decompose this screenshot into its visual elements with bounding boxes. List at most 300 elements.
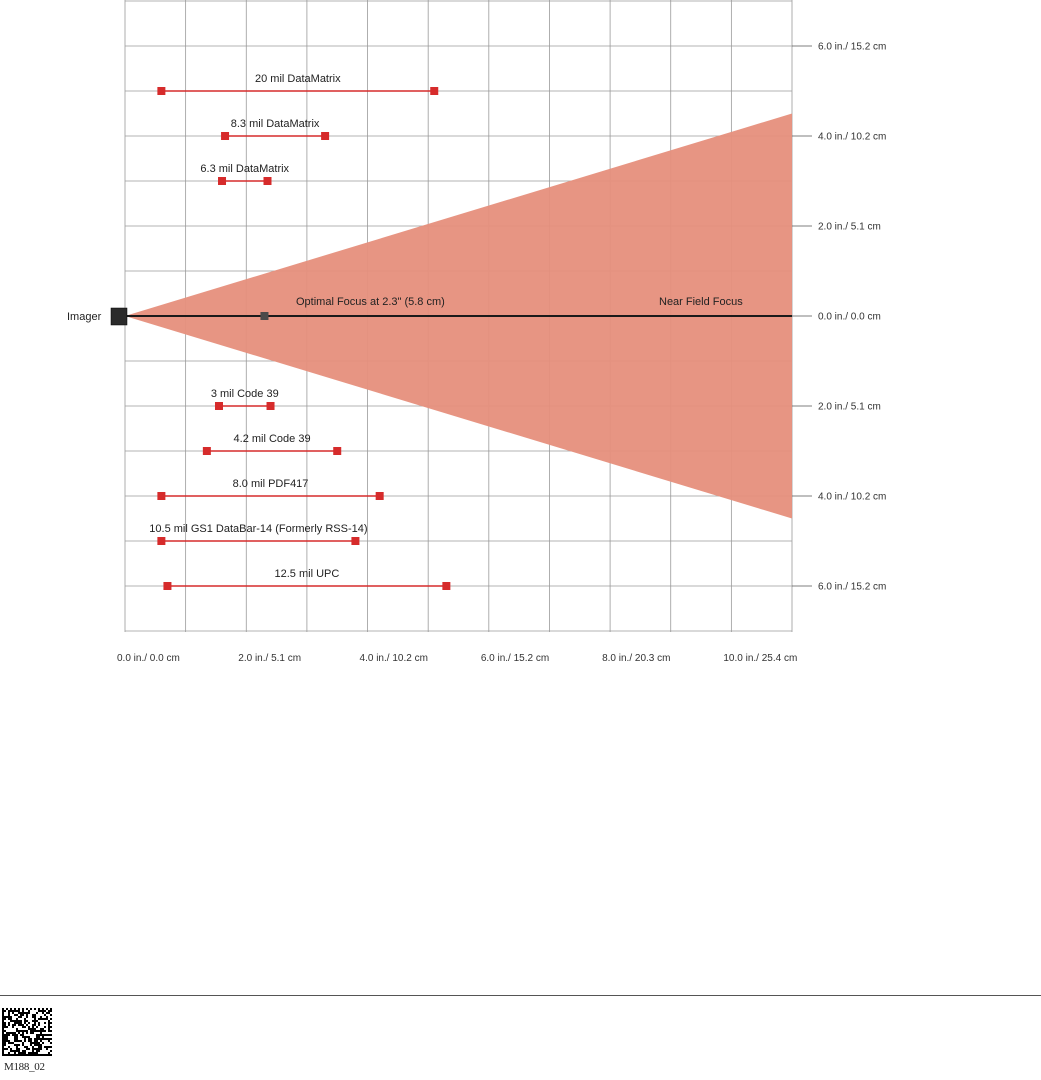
datamatrix-module bbox=[18, 1016, 20, 1018]
datamatrix-module bbox=[36, 1036, 38, 1038]
datamatrix-module bbox=[2, 1026, 4, 1028]
datamatrix-module bbox=[36, 1020, 38, 1022]
datamatrix-module bbox=[30, 1028, 32, 1030]
range-end-marker bbox=[267, 402, 275, 410]
x-tick-label: 6.0 in./ 15.2 cm bbox=[480, 653, 550, 664]
datamatrix-module bbox=[28, 1026, 30, 1028]
datamatrix-module bbox=[28, 1054, 30, 1056]
datamatrix-module bbox=[30, 1042, 32, 1044]
datamatrix-module bbox=[8, 1052, 10, 1054]
datamatrix-module bbox=[34, 1030, 36, 1032]
datamatrix-module bbox=[16, 1020, 18, 1022]
y-tick-label: 2.0 in./ 5.1 cm bbox=[818, 401, 881, 413]
datamatrix-module bbox=[8, 1040, 10, 1042]
datamatrix-module bbox=[18, 1022, 20, 1024]
datamatrix-module bbox=[50, 1054, 52, 1056]
datamatrix-module bbox=[22, 1032, 24, 1034]
datamatrix-module bbox=[16, 1028, 18, 1030]
datamatrix-module bbox=[20, 1024, 22, 1026]
datamatrix-module bbox=[18, 1048, 20, 1050]
datamatrix-module bbox=[2, 1014, 4, 1016]
datamatrix-module bbox=[34, 1020, 36, 1022]
datamatrix-module bbox=[26, 1012, 28, 1014]
datamatrix-module bbox=[18, 1020, 20, 1022]
datamatrix-module bbox=[36, 1034, 38, 1036]
datamatrix-module bbox=[36, 1030, 38, 1032]
datamatrix-module bbox=[4, 1040, 6, 1042]
datamatrix-module bbox=[40, 1038, 42, 1040]
datamatrix-module bbox=[16, 1040, 18, 1042]
datamatrix-module bbox=[14, 1050, 16, 1052]
datamatrix-module bbox=[44, 1014, 46, 1016]
datamatrix-module bbox=[12, 1054, 14, 1056]
datamatrix-module bbox=[42, 1008, 44, 1010]
range-end-marker bbox=[351, 537, 359, 545]
datamatrix-module bbox=[44, 1054, 46, 1056]
datamatrix-module bbox=[46, 1038, 48, 1040]
datamatrix-module bbox=[16, 1050, 18, 1052]
datamatrix-module bbox=[22, 1050, 24, 1052]
datamatrix-module bbox=[44, 1030, 46, 1032]
datamatrix-module bbox=[26, 1020, 28, 1022]
datamatrix-module bbox=[8, 1032, 10, 1034]
datamatrix-module bbox=[4, 1030, 6, 1032]
datamatrix-module bbox=[46, 1054, 48, 1056]
datamatrix-module bbox=[10, 1048, 12, 1050]
datamatrix-module bbox=[10, 1032, 12, 1034]
datamatrix-module bbox=[28, 1048, 30, 1050]
datamatrix-module bbox=[4, 1026, 6, 1028]
datamatrix-module bbox=[30, 1044, 32, 1046]
datamatrix-module bbox=[4, 1016, 6, 1018]
x-tick-label: 10.0 in./ 25.4 cm bbox=[723, 653, 798, 664]
range-start-marker bbox=[157, 492, 165, 500]
datamatrix-module bbox=[8, 1022, 10, 1024]
datamatrix-module bbox=[50, 1014, 52, 1016]
datamatrix-module bbox=[16, 1054, 18, 1056]
datamatrix-module bbox=[36, 1042, 38, 1044]
datamatrix-module bbox=[12, 1032, 14, 1034]
datamatrix-module bbox=[10, 1010, 12, 1012]
datamatrix-module bbox=[34, 1044, 36, 1046]
datamatrix-module bbox=[38, 1042, 40, 1044]
datamatrix-module bbox=[50, 1008, 52, 1010]
datamatrix-module bbox=[22, 1026, 24, 1028]
datamatrix-module bbox=[26, 1008, 28, 1010]
datamatrix-module bbox=[38, 1022, 40, 1024]
datamatrix-module bbox=[36, 1048, 38, 1050]
datamatrix-module bbox=[36, 1054, 38, 1056]
datamatrix-module bbox=[50, 1030, 52, 1032]
datamatrix-module bbox=[4, 1054, 6, 1056]
datamatrix-module bbox=[36, 1026, 38, 1028]
datamatrix-module bbox=[48, 1030, 50, 1032]
datamatrix-module bbox=[16, 1022, 18, 1024]
datamatrix-module bbox=[14, 1008, 16, 1010]
datamatrix-barcode-icon bbox=[2, 1008, 52, 1056]
datamatrix-module bbox=[38, 1044, 40, 1046]
datamatrix-module bbox=[22, 1012, 24, 1014]
datamatrix-module bbox=[48, 1020, 50, 1022]
datamatrix-module bbox=[44, 1026, 46, 1028]
datamatrix-module bbox=[16, 1048, 18, 1050]
datamatrix-module bbox=[22, 1044, 24, 1046]
datamatrix-module bbox=[20, 1022, 22, 1024]
datamatrix-module bbox=[10, 1042, 12, 1044]
datamatrix-module bbox=[38, 1010, 40, 1012]
range-start-marker bbox=[218, 177, 226, 185]
datamatrix-module bbox=[42, 1042, 44, 1044]
datamatrix-module bbox=[8, 1034, 10, 1036]
datamatrix-module bbox=[18, 1054, 20, 1056]
datamatrix-module bbox=[48, 1040, 50, 1042]
y-tick-label: 2.0 in./ 5.1 cm bbox=[818, 221, 881, 233]
datamatrix-module bbox=[10, 1018, 12, 1020]
datamatrix-module bbox=[48, 1052, 50, 1054]
datamatrix-module bbox=[40, 1016, 42, 1018]
datamatrix-module bbox=[2, 1048, 4, 1050]
datamatrix-module bbox=[40, 1034, 42, 1036]
datamatrix-module bbox=[40, 1018, 42, 1020]
datamatrix-module bbox=[12, 1024, 14, 1026]
datamatrix-module bbox=[36, 1038, 38, 1040]
datamatrix-module bbox=[26, 1014, 28, 1016]
datamatrix-module bbox=[24, 1036, 26, 1038]
datamatrix-module bbox=[10, 1050, 12, 1052]
datamatrix-module bbox=[8, 1014, 10, 1016]
datamatrix-module bbox=[40, 1040, 42, 1042]
datamatrix-module bbox=[18, 1008, 20, 1010]
x-axis-ticks bbox=[117, 653, 797, 664]
datamatrix-module bbox=[6, 1016, 8, 1018]
datamatrix-module bbox=[28, 1052, 30, 1054]
datamatrix-module bbox=[2, 1034, 4, 1036]
footer-divider bbox=[0, 995, 1041, 996]
datamatrix-module bbox=[50, 1010, 52, 1012]
datamatrix-module bbox=[30, 1052, 32, 1054]
datamatrix-module bbox=[24, 1020, 26, 1022]
datamatrix-module bbox=[40, 1046, 42, 1048]
datamatrix-module bbox=[10, 1016, 12, 1018]
datamatrix-module bbox=[22, 1034, 24, 1036]
datamatrix-module bbox=[14, 1032, 16, 1034]
datamatrix-module bbox=[26, 1016, 28, 1018]
datamatrix-module bbox=[2, 1052, 4, 1054]
range-label: 12.5 mil UPC bbox=[274, 568, 340, 580]
datamatrix-module bbox=[36, 1040, 38, 1042]
datamatrix-module bbox=[50, 1050, 52, 1052]
datamatrix-module bbox=[18, 1050, 20, 1052]
range-end-marker bbox=[430, 87, 438, 95]
datamatrix-module bbox=[2, 1010, 4, 1012]
x-tick-label: 4.0 in./ 10.2 cm bbox=[359, 653, 428, 664]
datamatrix-module bbox=[50, 1022, 52, 1024]
datamatrix-module bbox=[32, 1024, 34, 1026]
datamatrix-module bbox=[2, 1044, 4, 1046]
datamatrix-module bbox=[2, 1054, 4, 1056]
datamatrix-module bbox=[14, 1010, 16, 1012]
datamatrix-module bbox=[12, 1012, 14, 1014]
datamatrix-module bbox=[26, 1054, 28, 1056]
datamatrix-module bbox=[24, 1018, 26, 1020]
datamatrix-module bbox=[2, 1022, 4, 1024]
datamatrix-module bbox=[32, 1014, 34, 1016]
datamatrix-module bbox=[2, 1040, 4, 1042]
datamatrix-module bbox=[6, 1040, 8, 1042]
datamatrix-module bbox=[22, 1010, 24, 1012]
datamatrix-module bbox=[44, 1034, 46, 1036]
datamatrix-module bbox=[50, 1026, 52, 1028]
datamatrix-module bbox=[2, 1036, 4, 1038]
datamatrix-module bbox=[16, 1036, 18, 1038]
datamatrix-module bbox=[16, 1034, 18, 1036]
range-start-marker bbox=[221, 132, 229, 140]
datamatrix-module bbox=[26, 1036, 28, 1038]
datamatrix-module bbox=[38, 1038, 40, 1040]
datamatrix-module bbox=[32, 1016, 34, 1018]
datamatrix-module bbox=[4, 1034, 6, 1036]
datamatrix-module bbox=[4, 1022, 6, 1024]
y-tick-label: 6.0 in./ 15.2 cm bbox=[818, 41, 887, 53]
datamatrix-module bbox=[32, 1030, 34, 1032]
datamatrix-module bbox=[24, 1012, 26, 1014]
datamatrix-module bbox=[48, 1026, 50, 1028]
datamatrix-module bbox=[16, 1014, 18, 1016]
datamatrix-module bbox=[48, 1012, 50, 1014]
datamatrix-module bbox=[38, 1008, 40, 1010]
datamatrix-module bbox=[32, 1032, 34, 1034]
datamatrix-module bbox=[46, 1048, 48, 1050]
datamatrix-module bbox=[2, 1032, 4, 1034]
datamatrix-module bbox=[22, 1024, 24, 1026]
optimal-focus-marker bbox=[260, 312, 268, 320]
datamatrix-module bbox=[22, 1014, 24, 1016]
datamatrix-module bbox=[28, 1036, 30, 1038]
datamatrix-module bbox=[46, 1008, 48, 1010]
datamatrix-module bbox=[36, 1052, 38, 1054]
datamatrix-module bbox=[14, 1036, 16, 1038]
datamatrix-module bbox=[18, 1032, 20, 1034]
datamatrix-module bbox=[46, 1018, 48, 1020]
datamatrix-module bbox=[32, 1054, 34, 1056]
datamatrix-module bbox=[26, 1032, 28, 1034]
datamatrix-module bbox=[20, 1016, 22, 1018]
datamatrix-module bbox=[32, 1042, 34, 1044]
datamatrix-module bbox=[38, 1018, 40, 1020]
datamatrix-module bbox=[48, 1024, 50, 1026]
datamatrix-module bbox=[6, 1054, 8, 1056]
datamatrix-module bbox=[48, 1028, 50, 1030]
datamatrix-module bbox=[4, 1010, 6, 1012]
datamatrix-module bbox=[24, 1050, 26, 1052]
datamatrix-module bbox=[38, 1054, 40, 1056]
datamatrix-module bbox=[40, 1044, 42, 1046]
datamatrix-module bbox=[14, 1054, 16, 1056]
datamatrix-module bbox=[6, 1048, 8, 1050]
datamatrix-module bbox=[6, 1038, 8, 1040]
datamatrix-module bbox=[2, 1050, 4, 1052]
datamatrix-module bbox=[2, 1038, 4, 1040]
datamatrix-module bbox=[44, 1046, 46, 1048]
datamatrix-module bbox=[40, 1032, 42, 1034]
datamatrix-module bbox=[34, 1014, 36, 1016]
datamatrix-module bbox=[50, 1042, 52, 1044]
datamatrix-module bbox=[44, 1010, 46, 1012]
datamatrix-module bbox=[12, 1042, 14, 1044]
datamatrix-module bbox=[2, 1008, 4, 1010]
datamatrix-module bbox=[8, 1010, 10, 1012]
datamatrix-module bbox=[38, 1050, 40, 1052]
figure-code-label: M188_02 bbox=[4, 1061, 45, 1073]
datamatrix-module bbox=[48, 1038, 50, 1040]
datamatrix-module bbox=[20, 1054, 22, 1056]
datamatrix-module bbox=[22, 1030, 24, 1032]
datamatrix-module bbox=[50, 1038, 52, 1040]
datamatrix-module bbox=[8, 1042, 10, 1044]
datamatrix-module bbox=[2, 1018, 4, 1020]
datamatrix-module bbox=[22, 1036, 24, 1038]
datamatrix-module bbox=[4, 1042, 6, 1044]
optimal-focus-label: Optimal Focus at 2.3" (5.8 cm) bbox=[296, 296, 445, 308]
datamatrix-module bbox=[46, 1046, 48, 1048]
datamatrix-module bbox=[20, 1052, 22, 1054]
y-tick-label: 0.0 in./ 0.0 cm bbox=[818, 311, 881, 323]
datamatrix-module bbox=[18, 1044, 20, 1046]
datamatrix-module bbox=[48, 1010, 50, 1012]
datamatrix-module bbox=[14, 1024, 16, 1026]
datamatrix-module bbox=[20, 1020, 22, 1022]
y-axis-ticks bbox=[792, 42, 886, 593]
datamatrix-module bbox=[16, 1038, 18, 1040]
datamatrix-module bbox=[12, 1010, 14, 1012]
datamatrix-module bbox=[34, 1042, 36, 1044]
datamatrix-module bbox=[24, 1022, 26, 1024]
datamatrix-module bbox=[22, 1042, 24, 1044]
y-tick-label: 4.0 in./ 10.2 cm bbox=[818, 131, 887, 143]
datamatrix-module bbox=[34, 1016, 36, 1018]
datamatrix-module bbox=[8, 1016, 10, 1018]
datamatrix-module bbox=[14, 1038, 16, 1040]
datamatrix-module bbox=[34, 1048, 36, 1050]
datamatrix-module bbox=[28, 1028, 30, 1030]
datamatrix-module bbox=[48, 1054, 50, 1056]
datamatrix-module bbox=[14, 1020, 16, 1022]
datamatrix-module bbox=[44, 1038, 46, 1040]
datamatrix-module bbox=[44, 1018, 46, 1020]
datamatrix-module bbox=[16, 1044, 18, 1046]
datamatrix-module bbox=[30, 1054, 32, 1056]
datamatrix-module bbox=[42, 1028, 44, 1030]
datamatrix-module bbox=[44, 1022, 46, 1024]
datamatrix-module bbox=[50, 1046, 52, 1048]
datamatrix-module bbox=[14, 1040, 16, 1042]
datamatrix-module bbox=[38, 1048, 40, 1050]
datamatrix-module bbox=[32, 1050, 34, 1052]
datamatrix-module bbox=[42, 1038, 44, 1040]
datamatrix-module bbox=[30, 1008, 32, 1010]
y-tick-label: 6.0 in./ 15.2 cm bbox=[818, 581, 887, 593]
datamatrix-module bbox=[50, 1034, 52, 1036]
datamatrix-module bbox=[28, 1022, 30, 1024]
datamatrix-module bbox=[38, 1030, 40, 1032]
datamatrix-module bbox=[8, 1024, 10, 1026]
range-end-marker bbox=[263, 177, 271, 185]
x-tick-label: 8.0 in./ 20.3 cm bbox=[602, 653, 671, 664]
datamatrix-module bbox=[20, 1012, 22, 1014]
datamatrix-module bbox=[48, 1034, 50, 1036]
datamatrix-module bbox=[38, 1024, 40, 1026]
datamatrix-module bbox=[20, 1014, 22, 1016]
datamatrix-module bbox=[40, 1048, 42, 1050]
datamatrix-module bbox=[8, 1046, 10, 1048]
datamatrix-module bbox=[2, 1024, 4, 1026]
datamatrix-module bbox=[42, 1018, 44, 1020]
datamatrix-module bbox=[18, 1052, 20, 1054]
range-label: 10.5 mil GS1 DataBar-14 (Formerly RSS-14) bbox=[149, 523, 368, 535]
range-label: 8.0 mil PDF417 bbox=[232, 478, 309, 490]
datamatrix-module bbox=[22, 1008, 24, 1010]
datamatrix-module bbox=[24, 1054, 26, 1056]
datamatrix-module bbox=[24, 1052, 26, 1054]
datamatrix-module bbox=[6, 1008, 8, 1010]
datamatrix-module bbox=[4, 1048, 6, 1050]
datamatrix-module bbox=[2, 1030, 4, 1032]
datamatrix-module bbox=[42, 1030, 44, 1032]
imager-label: Imager bbox=[67, 311, 102, 323]
datamatrix-module bbox=[28, 1038, 30, 1040]
datamatrix-module bbox=[4, 1036, 6, 1038]
datamatrix-module bbox=[34, 1054, 36, 1056]
datamatrix-module bbox=[6, 1026, 8, 1028]
range-label: 4.2 mil Code 39 bbox=[233, 433, 311, 445]
datamatrix-module bbox=[34, 1008, 36, 1010]
datamatrix-module bbox=[50, 1018, 52, 1020]
datamatrix-module bbox=[4, 1018, 6, 1020]
datamatrix-module bbox=[14, 1034, 16, 1036]
datamatrix-module bbox=[38, 1046, 40, 1048]
range-end-marker bbox=[321, 132, 329, 140]
y-tick-label: 4.0 in./ 10.2 cm bbox=[818, 491, 887, 503]
datamatrix-module bbox=[6, 1032, 8, 1034]
datamatrix-module bbox=[2, 1028, 4, 1030]
datamatrix-module bbox=[46, 1012, 48, 1014]
datamatrix-module bbox=[24, 1038, 26, 1040]
range-start-marker bbox=[163, 582, 171, 590]
datamatrix-module bbox=[34, 1022, 36, 1024]
range-label: 3 mil Code 39 bbox=[210, 388, 279, 400]
datamatrix-module bbox=[42, 1054, 44, 1056]
datamatrix-module bbox=[24, 1026, 26, 1028]
datamatrix-module bbox=[26, 1024, 28, 1026]
datamatrix-module bbox=[24, 1040, 26, 1042]
datamatrix-module bbox=[46, 1034, 48, 1036]
datamatrix-module bbox=[12, 1026, 14, 1028]
datamatrix-module bbox=[34, 1028, 36, 1030]
datamatrix-module bbox=[8, 1054, 10, 1056]
near-field-focus-label: Near Field Focus bbox=[659, 296, 743, 308]
datamatrix-module bbox=[42, 1010, 44, 1012]
datamatrix-module bbox=[2, 1042, 4, 1044]
datamatrix-module bbox=[30, 1032, 32, 1034]
datamatrix-module bbox=[2, 1020, 4, 1022]
datamatrix-module bbox=[38, 1036, 40, 1038]
range-label: 8.3 mil DataMatrix bbox=[230, 118, 320, 130]
datamatrix-module bbox=[32, 1026, 34, 1028]
datamatrix-module bbox=[20, 1040, 22, 1042]
datamatrix-module bbox=[2, 1012, 4, 1014]
datamatrix-module bbox=[34, 1052, 36, 1054]
datamatrix-module bbox=[18, 1040, 20, 1042]
